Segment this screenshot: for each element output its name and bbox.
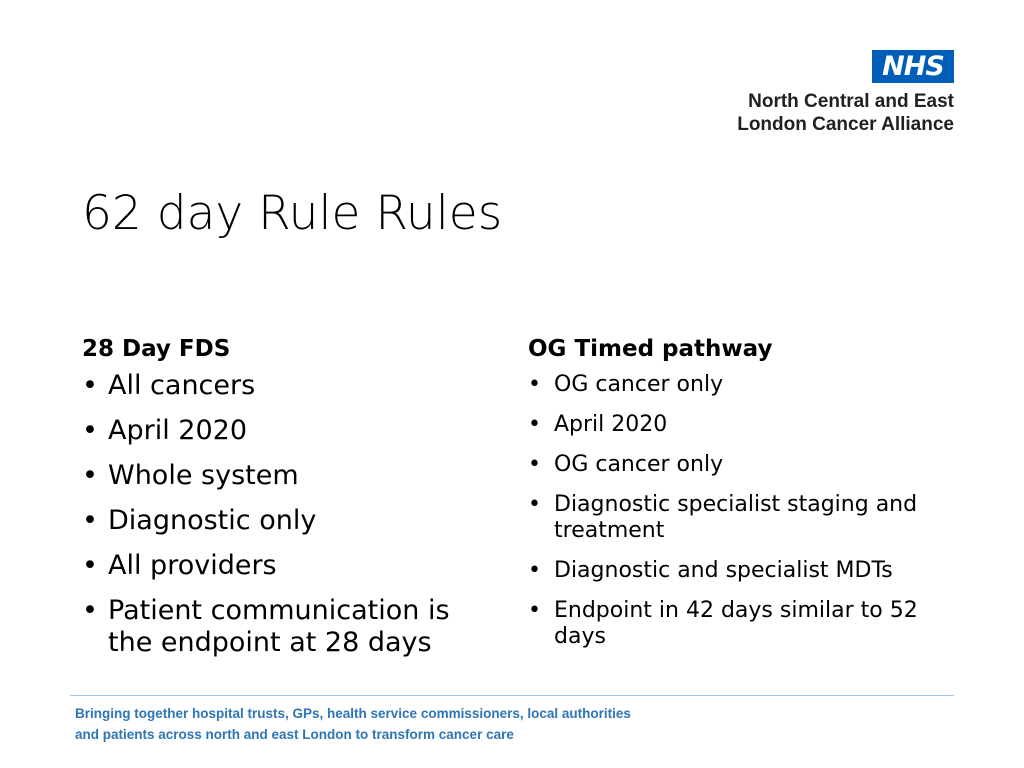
list-item-text: April 2020 — [554, 412, 668, 437]
bullet-icon: • — [528, 558, 541, 583]
footer-tagline — [75, 703, 631, 745]
list-item — [82, 415, 502, 447]
list-item — [82, 595, 502, 659]
footer-divider — [70, 695, 954, 696]
list-item-text: Diagnostic and specialist MDTs — [554, 558, 893, 583]
list-item — [528, 598, 968, 650]
list-item — [82, 550, 502, 582]
bullet-icon: • — [528, 412, 541, 437]
bullet-icon: • — [82, 550, 98, 581]
list-item-text: OG cancer only — [554, 372, 724, 397]
bullet-icon: • — [528, 372, 541, 397]
bullet-icon: • — [82, 370, 98, 401]
right-column-heading: OG Timed pathway — [528, 336, 773, 362]
list-item-text: All cancers — [108, 370, 256, 401]
list-item — [82, 370, 502, 402]
list-item-text: Patient communication is the endpoint at 28 days — [108, 595, 450, 658]
org-name-line-2: London Cancer Alliance — [737, 114, 954, 135]
right-column — [528, 334, 968, 650]
slide-title: 62 day Rule Rules — [82, 186, 503, 241]
list-item-text: OG cancer only — [554, 452, 724, 477]
bullet-icon: • — [528, 598, 541, 623]
footer-line-2: and patients across north and east London to transform cancer care — [75, 727, 514, 742]
list-item — [82, 505, 502, 537]
right-bullet-list — [528, 372, 968, 650]
list-item-text: Whole system — [108, 460, 299, 491]
org-name-line-1: North Central and East — [748, 91, 954, 112]
bullet-icon: • — [82, 460, 98, 491]
left-column — [82, 334, 502, 659]
nhs-logo: NHS — [872, 50, 954, 83]
list-item — [528, 372, 968, 398]
list-item — [82, 460, 502, 492]
left-column-heading: 28 Day FDS — [82, 336, 231, 362]
list-item-text: All providers — [108, 550, 277, 581]
organisation-name — [737, 90, 954, 136]
bullet-icon: • — [528, 452, 541, 477]
list-item-text: Diagnostic specialist staging and treatment — [554, 492, 918, 543]
list-item — [528, 412, 968, 438]
footer-line-1: Bringing together hospital trusts, GPs, health service commissioners, local authorities — [75, 706, 631, 721]
list-item — [528, 492, 968, 544]
bullet-icon: • — [82, 595, 98, 626]
bullet-icon: • — [82, 415, 98, 446]
list-item-text: Endpoint in 42 days similar to 52 days — [554, 598, 918, 649]
left-bullet-list — [82, 370, 502, 659]
list-item — [528, 452, 968, 478]
list-item-text: April 2020 — [108, 415, 248, 446]
list-item-text: Diagnostic only — [108, 505, 317, 536]
bullet-icon: • — [82, 505, 98, 536]
list-item — [528, 558, 968, 584]
bullet-icon: • — [528, 492, 541, 517]
